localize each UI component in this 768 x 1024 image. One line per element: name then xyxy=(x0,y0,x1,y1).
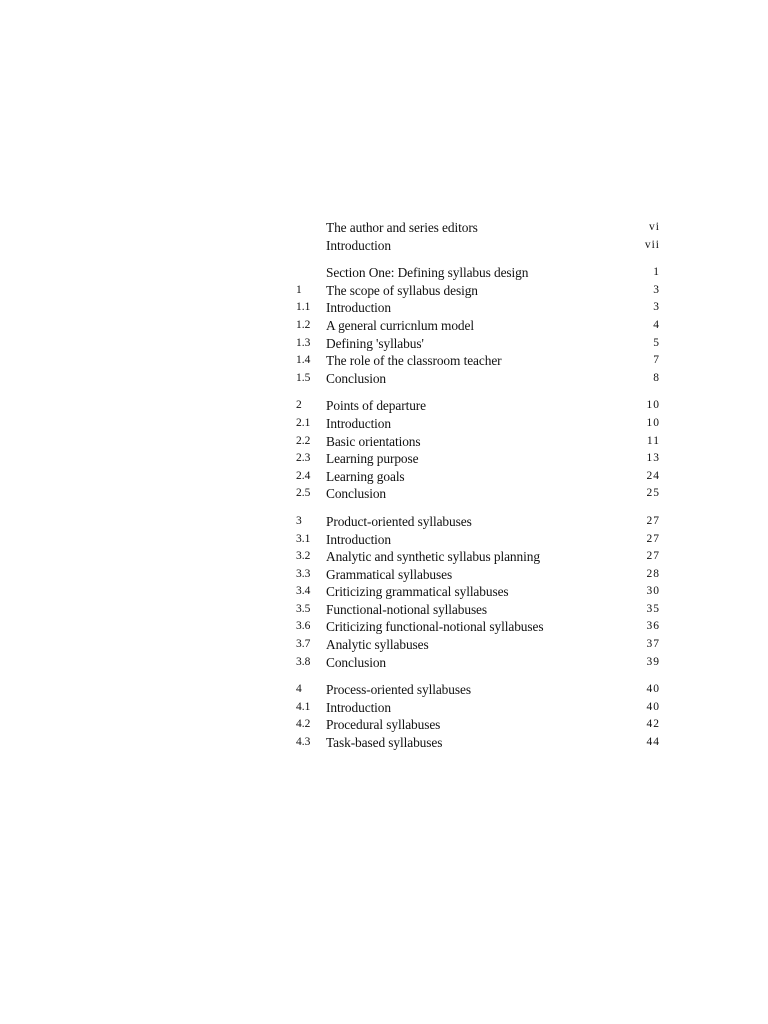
toc-entry-page: 28 xyxy=(646,567,660,580)
toc-entry-title: Criticizing functional-notional syllabuses xyxy=(326,619,544,635)
toc-entry-title: Procedural syllabuses xyxy=(326,717,441,733)
toc-entry-title: Functional-notional syllabuses xyxy=(326,601,488,617)
toc-entry-title: Introduction xyxy=(326,237,391,253)
toc-entry-title: Task-based syllabuses xyxy=(326,735,443,751)
toc-entry xyxy=(296,352,660,370)
toc-entry xyxy=(296,317,660,335)
toc-entry-title: Introduction xyxy=(326,300,391,316)
toc-entry-page: 40 xyxy=(646,700,660,713)
toc-entry xyxy=(296,468,660,486)
toc-entry-number: 1.4 xyxy=(296,354,311,367)
toc-entry-number: 3 xyxy=(296,514,302,527)
toc-group xyxy=(296,513,660,671)
toc-entry-title: Conclusion xyxy=(326,486,387,502)
toc-entry-number: 2.2 xyxy=(296,434,311,447)
toc-entry xyxy=(296,681,660,699)
toc-entry-number: 4.2 xyxy=(296,718,311,731)
toc-group xyxy=(296,681,660,751)
toc-entry-title: Points of departure xyxy=(326,398,426,414)
toc-entry-number: 4 xyxy=(296,683,302,696)
toc-entry-number: 4.3 xyxy=(296,736,311,749)
toc-entry-title: Introduction xyxy=(326,531,391,547)
toc-entry-page: vi xyxy=(649,221,660,233)
toc-entry-number: 3.4 xyxy=(296,585,311,598)
toc-entry-number: 2 xyxy=(296,399,302,412)
toc-entry-number: 3.3 xyxy=(296,567,311,580)
toc-entry-number: 3.7 xyxy=(296,638,311,651)
toc-entry-page: 4 xyxy=(653,318,660,331)
toc-entry-title: Defining 'syllabus' xyxy=(326,335,424,351)
toc-entry-page: 27 xyxy=(646,514,660,527)
toc-entry-title: Introduction xyxy=(326,415,391,431)
toc-entry-page: 27 xyxy=(646,532,660,545)
toc-entry-page: 3 xyxy=(653,301,660,314)
toc-entry xyxy=(296,219,660,237)
toc-group xyxy=(296,219,660,254)
toc-entry-title: Analytic syllabuses xyxy=(326,637,429,653)
toc-entry-title: Section One: Defining syllabus design xyxy=(326,265,529,281)
toc-entry-title: Learning purpose xyxy=(326,451,419,467)
toc-entry-page: 24 xyxy=(646,469,660,482)
table-of-contents xyxy=(296,219,660,762)
toc-entry-number: 4.1 xyxy=(296,700,311,713)
toc-entry xyxy=(296,370,660,388)
toc-entry xyxy=(296,716,660,734)
toc-entry-title: The scope of syllabus design xyxy=(326,282,478,298)
toc-entry-page: 36 xyxy=(646,620,660,633)
toc-entry-title: Criticizing grammatical syllabuses xyxy=(326,584,509,600)
toc-entry-number: 1 xyxy=(296,283,302,296)
toc-entry xyxy=(296,654,660,672)
toc-entry-page: 13 xyxy=(646,452,660,465)
toc-entry xyxy=(296,264,660,282)
toc-entry-page: 10 xyxy=(646,416,660,429)
toc-entry-page: 8 xyxy=(653,371,660,384)
toc-entry-page: 10 xyxy=(646,399,660,412)
toc-entry-number: 3.6 xyxy=(296,620,311,633)
toc-entry xyxy=(296,583,660,601)
toc-entry-number: 3.1 xyxy=(296,532,311,545)
toc-entry-page: 35 xyxy=(646,602,660,615)
toc-entry-title: A general curricnlum model xyxy=(326,317,474,333)
toc-entry-title: Analytic and synthetic syllabus planning xyxy=(326,549,540,565)
toc-entry-page: 42 xyxy=(646,718,660,731)
toc-entry-number: 3.5 xyxy=(296,602,311,615)
toc-entry-number: 3.8 xyxy=(296,655,311,668)
toc-entry xyxy=(296,299,660,317)
toc-entry xyxy=(296,566,660,584)
toc-entry-page: 1 xyxy=(653,266,660,279)
toc-entry xyxy=(296,699,660,717)
toc-entry xyxy=(296,531,660,549)
toc-entry-page: 40 xyxy=(646,683,660,696)
toc-entry-number: 2.4 xyxy=(296,469,311,482)
toc-entry-title: Grammatical syllabuses xyxy=(326,566,453,582)
toc-entry xyxy=(296,335,660,353)
toc-entry-page: 7 xyxy=(653,354,660,367)
toc-entry-number: 1.3 xyxy=(296,336,311,349)
toc-entry-page: 27 xyxy=(646,550,660,563)
toc-entry-title: Learning goals xyxy=(326,468,405,484)
toc-entry xyxy=(296,513,660,531)
toc-entry-title: Product-oriented syllabuses xyxy=(326,513,472,529)
toc-entry-title: The role of the classroom teacher xyxy=(326,353,502,369)
toc-entry-number: 2.3 xyxy=(296,452,311,465)
toc-entry-title: Basic orientations xyxy=(326,433,421,449)
toc-entry-number: 1.2 xyxy=(296,318,311,331)
toc-entry xyxy=(296,601,660,619)
toc-entry-number: 1.1 xyxy=(296,301,311,314)
toc-group xyxy=(296,397,660,503)
toc-entry-page: vii xyxy=(644,238,660,251)
toc-group xyxy=(296,264,660,387)
toc-entry xyxy=(296,485,660,503)
toc-entry xyxy=(296,282,660,300)
toc-entry xyxy=(296,548,660,566)
toc-entry-page: 44 xyxy=(646,736,660,749)
toc-entry xyxy=(296,734,660,752)
toc-entry-page: 25 xyxy=(646,487,660,500)
toc-entry-title: The author and series editors xyxy=(326,220,478,235)
toc-entry-page: 37 xyxy=(646,638,660,651)
toc-entry xyxy=(296,415,660,433)
toc-entry xyxy=(296,618,660,636)
toc-entry-page: 39 xyxy=(646,655,660,668)
toc-entry-page: 30 xyxy=(646,585,660,598)
toc-entry xyxy=(296,237,660,255)
toc-entry-number: 2.1 xyxy=(296,416,311,429)
toc-entry-page: 5 xyxy=(653,336,660,349)
toc-entry-page: 3 xyxy=(653,283,660,296)
toc-entry-title: Introduction xyxy=(326,699,391,715)
toc-entry-title: Conclusion xyxy=(326,370,387,386)
toc-entry xyxy=(296,450,660,468)
toc-entry-number: 3.2 xyxy=(296,550,311,563)
toc-entry-title: Process-oriented syllabuses xyxy=(326,682,471,698)
toc-entry-number: 1.5 xyxy=(296,371,311,384)
toc-entry xyxy=(296,636,660,654)
toc-entry xyxy=(296,397,660,415)
toc-entry-page: 11 xyxy=(646,434,660,447)
toc-entry xyxy=(296,433,660,451)
toc-entry-number: 2.5 xyxy=(296,487,311,500)
toc-entry-title: Conclusion xyxy=(326,654,387,670)
